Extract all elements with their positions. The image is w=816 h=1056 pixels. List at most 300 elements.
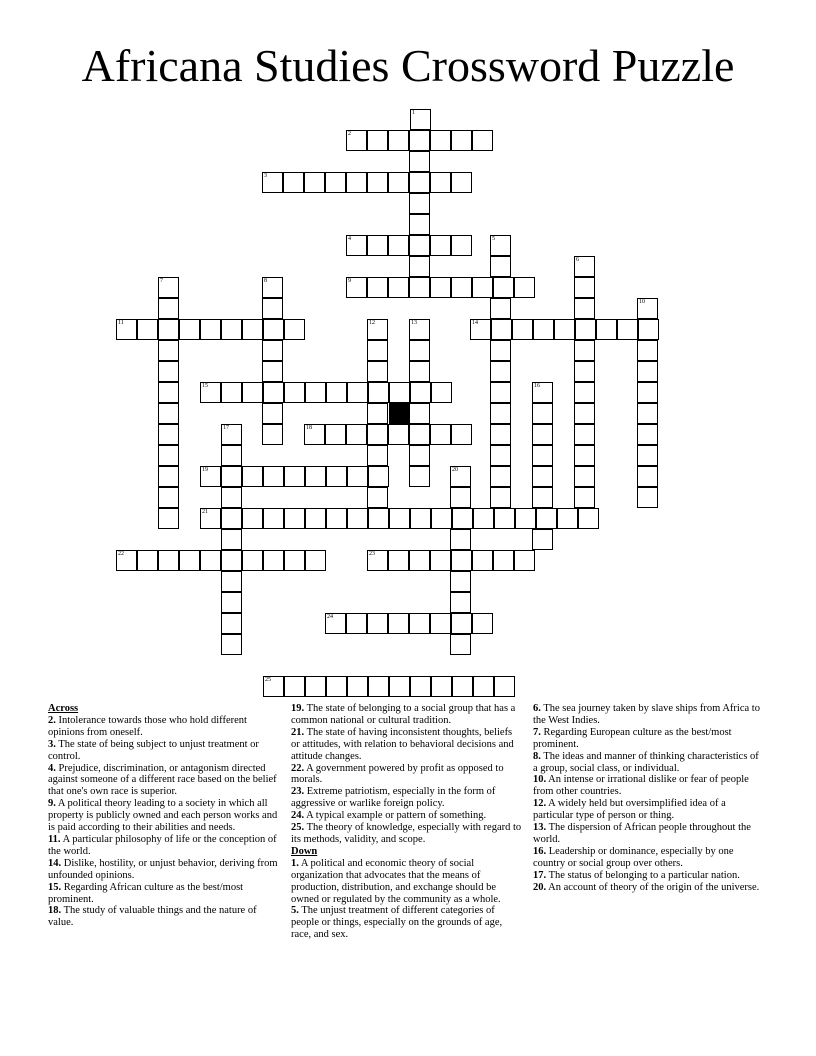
grid-cell[interactable] — [472, 550, 493, 571]
grid-cell[interactable] — [284, 382, 305, 403]
clue-item-number: 25. — [291, 822, 305, 834]
clue-number: 19 — [202, 467, 208, 473]
clue-number: 9 — [348, 278, 351, 284]
clue-item — [291, 703, 523, 727]
grid-cell[interactable] — [158, 340, 179, 361]
grid-cell[interactable] — [409, 403, 430, 424]
clue-item-text: The state of being subject to unjust treatment or control. — [48, 738, 259, 762]
clue-item — [48, 858, 280, 882]
clue-number: 20 — [452, 467, 458, 473]
grid-cell[interactable] — [494, 676, 515, 697]
clue-item-text: A particular philosophy of life or the conception of the world. — [48, 833, 277, 857]
clue-item-text: The ideas and manner of thinking characteristics of a group, social class, or individual. — [533, 750, 759, 774]
clue-item — [533, 727, 765, 751]
grid-cell[interactable] — [574, 424, 595, 445]
clue-item-number: 23. — [291, 786, 305, 798]
grid-cell[interactable] — [637, 403, 658, 424]
grid-cell[interactable] — [637, 361, 658, 382]
grid-cell[interactable] — [490, 445, 511, 466]
grid-cell[interactable] — [325, 424, 346, 445]
clue-item — [291, 727, 523, 763]
clue-number: 25 — [265, 677, 271, 683]
grid-cell[interactable] — [452, 508, 473, 529]
grid-cell[interactable] — [262, 361, 283, 382]
grid-cell[interactable] — [452, 676, 473, 697]
clue-number: 10 — [639, 299, 645, 305]
clue-number: 21 — [202, 509, 208, 515]
grid-cell[interactable] — [574, 487, 595, 508]
grid-cell[interactable] — [367, 403, 388, 424]
grid-cell[interactable] — [515, 508, 536, 529]
clue-number: 5 — [492, 236, 495, 242]
clue-item — [533, 798, 765, 822]
grid-cell[interactable] — [305, 508, 326, 529]
clue-item-number: 22. — [291, 762, 305, 774]
grid-cell[interactable] — [158, 403, 179, 424]
grid-cell[interactable] — [490, 256, 511, 277]
clue-item — [48, 798, 280, 834]
grid-cell[interactable] — [409, 235, 430, 256]
grid-cell[interactable] — [410, 676, 431, 697]
grid-cell[interactable] — [200, 550, 221, 571]
clue-number: 15 — [202, 383, 208, 389]
grid-cell[interactable] — [388, 277, 409, 298]
grid-cell[interactable] — [514, 277, 535, 298]
clue-number: 22 — [118, 551, 124, 557]
grid-cell[interactable] — [490, 382, 511, 403]
grid-cell[interactable] — [388, 613, 409, 634]
grid-cell[interactable] — [409, 130, 430, 151]
grid-cell[interactable] — [221, 382, 242, 403]
grid-cell[interactable] — [304, 172, 325, 193]
grid-cell[interactable] — [472, 613, 493, 634]
grid-cell[interactable] — [637, 466, 658, 487]
clue-item-number: 7. — [533, 726, 541, 738]
clue-item-number: 21. — [291, 726, 305, 738]
clue-item-number: 14. — [48, 857, 62, 869]
clue-item — [291, 810, 523, 822]
grid-cell[interactable] — [451, 613, 472, 634]
grid-cell[interactable] — [574, 298, 595, 319]
clue-item-number: 24. — [291, 810, 305, 822]
grid-cell[interactable] — [451, 235, 472, 256]
clue-item — [48, 834, 280, 858]
grid-cell[interactable] — [574, 382, 595, 403]
grid-cell[interactable] — [574, 403, 595, 424]
grid-cell[interactable] — [242, 319, 263, 340]
clue-item-number: 9. — [48, 798, 56, 810]
grid-cell[interactable] — [367, 613, 388, 634]
clue-item-number: 18. — [48, 905, 62, 917]
grid-cell[interactable] — [263, 508, 284, 529]
grid-cell[interactable] — [490, 424, 511, 445]
grid-cell[interactable] — [596, 319, 617, 340]
clue-item-text: Intolerance towards those who hold different opinions from oneself. — [48, 714, 247, 738]
grid-cell[interactable] — [158, 424, 179, 445]
grid-cell[interactable] — [430, 277, 451, 298]
grid-cell[interactable] — [532, 466, 553, 487]
clue-item — [291, 786, 523, 810]
grid-cell[interactable] — [574, 277, 595, 298]
grid-cell[interactable] — [346, 172, 367, 193]
clue-item-text: A political theory leading to a society in which all property is publicly owned and each person works and is paid according to their abilities and needs. — [48, 798, 278, 834]
grid-cell[interactable] — [263, 466, 284, 487]
grid-cell[interactable] — [284, 676, 305, 697]
grid-cell[interactable] — [158, 550, 179, 571]
clue-item — [533, 882, 765, 894]
grid-cell[interactable] — [490, 340, 511, 361]
clue-item-number: 3. — [48, 738, 56, 750]
clue-item-text: Leadership or dominance, especially by one country or social group over others. — [533, 845, 734, 869]
grid-cell[interactable] — [574, 340, 595, 361]
grid-cell[interactable] — [325, 172, 346, 193]
grid-cell[interactable] — [221, 550, 242, 571]
grid-cell[interactable] — [431, 676, 452, 697]
clue-item-text: The state of having inconsistent thoughts, beliefs or attitudes, with relation to behavioral decisions and attitude changes. — [291, 726, 514, 762]
grid-cell[interactable] — [451, 550, 472, 571]
clue-item-text: The state of belonging to a social group that has a common national or cultural tradition. — [291, 703, 516, 726]
clue-number: 6 — [576, 257, 579, 263]
grid-cell[interactable] — [617, 319, 638, 340]
clue-item — [48, 739, 280, 763]
clues-column-3 — [533, 703, 765, 894]
grid-cell[interactable] — [409, 550, 430, 571]
grid-cell[interactable] — [450, 592, 471, 613]
clue-item-text: Regarding European culture as the best/most prominent. — [533, 726, 732, 750]
grid-cell[interactable] — [158, 319, 179, 340]
clue-item-number: 2. — [48, 714, 56, 726]
grid-cell[interactable] — [430, 172, 451, 193]
grid-cell[interactable] — [409, 172, 430, 193]
clue-number: 18 — [306, 425, 312, 431]
grid-cell[interactable] — [158, 445, 179, 466]
grid-cell[interactable] — [263, 382, 284, 403]
grid-cell[interactable] — [305, 466, 326, 487]
grid-cell[interactable] — [494, 508, 515, 529]
grid-cell[interactable] — [158, 298, 179, 319]
grid-cell[interactable] — [242, 382, 263, 403]
clue-item-number: 19. — [291, 703, 305, 714]
clues-column-1 — [48, 703, 280, 929]
grid-cell[interactable] — [514, 550, 535, 571]
grid-cell[interactable] — [242, 508, 263, 529]
grid-cell[interactable] — [409, 613, 430, 634]
grid-cell[interactable] — [221, 571, 242, 592]
grid-cell[interactable] — [472, 130, 493, 151]
grid-cell[interactable] — [346, 613, 367, 634]
grid-cell[interactable] — [367, 130, 388, 151]
clue-number: 23 — [369, 551, 375, 557]
grid-cell[interactable] — [451, 424, 472, 445]
clue-item-text: The theory of knowledge, especially with regard to its methods, validity, and scope. — [291, 822, 522, 845]
clue-item-number: 15. — [48, 881, 62, 893]
grid-cell[interactable] — [575, 319, 596, 340]
grid-cell[interactable] — [284, 508, 305, 529]
grid-cell[interactable] — [409, 466, 430, 487]
grid-cell[interactable] — [430, 550, 451, 571]
grid-cell[interactable] — [179, 550, 200, 571]
grid-cell[interactable] — [490, 361, 511, 382]
clue-item-number: 5. — [291, 905, 299, 917]
grid-cell[interactable] — [490, 298, 511, 319]
grid-cell[interactable] — [637, 340, 658, 361]
clue-number: 12 — [369, 320, 375, 326]
grid-cell[interactable] — [574, 445, 595, 466]
grid-cell[interactable] — [574, 466, 595, 487]
clue-item-text: A typical example or pattern of something. — [306, 810, 487, 822]
clue-item-text: Dislike, hostility, or unjust behavior, deriving from unfounded opinions. — [48, 857, 278, 881]
grid-cell[interactable] — [284, 466, 305, 487]
clue-item-text: A political and economic theory of social organization that advocates that the means of production, distribution, and exchange should be owned or regulated by the community as a whole. — [291, 857, 501, 905]
grid-cell[interactable] — [490, 487, 511, 508]
grid-cell[interactable] — [221, 319, 242, 340]
grid-cell[interactable] — [367, 277, 388, 298]
blocked-cell — [389, 403, 410, 424]
grid-cell[interactable] — [430, 613, 451, 634]
grid-cell[interactable] — [388, 550, 409, 571]
clue-item-text: The dispersion of African people throughout the world. — [533, 822, 751, 845]
grid-cell[interactable] — [388, 130, 409, 151]
grid-cell[interactable] — [367, 487, 388, 508]
clue-number: 14 — [472, 320, 478, 326]
grid-cell[interactable] — [367, 340, 388, 361]
grid-cell[interactable] — [346, 424, 367, 445]
grid-cell[interactable] — [637, 445, 658, 466]
grid-cell[interactable] — [450, 487, 471, 508]
grid-cell[interactable] — [347, 676, 368, 697]
grid-cell[interactable] — [410, 382, 431, 403]
clue-item-number: 20. — [533, 881, 547, 893]
clue-item — [291, 905, 523, 941]
clue-item-number: 4. — [48, 762, 56, 774]
grid-cell[interactable] — [284, 319, 305, 340]
grid-cell[interactable] — [283, 172, 304, 193]
grid-cell[interactable] — [158, 361, 179, 382]
clue-item — [533, 870, 765, 882]
grid-cell[interactable] — [451, 172, 472, 193]
grid-cell[interactable] — [490, 403, 511, 424]
grid-cell[interactable] — [409, 151, 430, 172]
grid-cell[interactable] — [490, 466, 511, 487]
grid-cell[interactable] — [367, 445, 388, 466]
grid-cell[interactable] — [368, 382, 389, 403]
grid-cell[interactable] — [430, 235, 451, 256]
grid-cell[interactable] — [473, 508, 494, 529]
grid-cell[interactable] — [221, 529, 242, 550]
grid-cell[interactable] — [326, 676, 347, 697]
across-header: Across — [48, 703, 79, 714]
clue-item-text: The sea journey taken by slave ships from Africa to the West Indies. — [533, 703, 760, 726]
grid-cell[interactable] — [347, 382, 368, 403]
grid-cell[interactable] — [242, 466, 263, 487]
grid-cell[interactable] — [221, 592, 242, 613]
clue-item — [291, 822, 523, 846]
clue-item-number: 10. — [533, 774, 547, 786]
clue-item-number: 1. — [291, 857, 299, 869]
grid-cell[interactable] — [388, 424, 409, 445]
grid-cell[interactable] — [450, 571, 471, 592]
grid-cell[interactable] — [368, 676, 389, 697]
clue-item-text: Prejudice, discrimination, or antagonism directed against someone of a different race based on the belief that one's own race is superior. — [48, 762, 277, 798]
clue-number: 17 — [223, 425, 229, 431]
grid-cell[interactable] — [389, 508, 410, 529]
grid-cell[interactable] — [491, 319, 512, 340]
grid-cell[interactable] — [493, 550, 514, 571]
grid-cell[interactable] — [533, 319, 554, 340]
grid-cell[interactable] — [367, 424, 388, 445]
clue-number: 7 — [160, 278, 163, 284]
grid-cell[interactable] — [262, 340, 283, 361]
grid-cell[interactable] — [409, 445, 430, 466]
grid-cell[interactable] — [532, 403, 553, 424]
grid-cell[interactable] — [347, 508, 368, 529]
clue-item — [291, 763, 523, 787]
clue-item — [48, 905, 280, 929]
grid-cell[interactable] — [554, 319, 575, 340]
grid-cell[interactable] — [532, 445, 553, 466]
grid-cell[interactable] — [451, 277, 472, 298]
clue-item-text: The unjust treatment of different categories of people or things, especially on the grounds of age, race, and sex. — [291, 905, 503, 941]
clue-number: 11 — [118, 320, 124, 326]
grid-cell[interactable] — [578, 508, 599, 529]
grid-cell[interactable] — [409, 340, 430, 361]
clue-item-number: 17. — [533, 869, 547, 881]
grid-cell[interactable] — [368, 508, 389, 529]
grid-cell[interactable] — [158, 382, 179, 403]
grid-cell[interactable] — [367, 235, 388, 256]
clue-item — [533, 774, 765, 798]
clue-item — [48, 882, 280, 906]
grid-cell[interactable] — [557, 508, 578, 529]
grid-cell[interactable] — [430, 130, 451, 151]
grid-cell[interactable] — [262, 403, 283, 424]
grid-cell[interactable] — [284, 550, 305, 571]
clue-item-text: An intense or irrational dislike or fear of people from other countries. — [533, 774, 749, 798]
clue-number: 8 — [264, 278, 267, 284]
grid-cell[interactable] — [389, 382, 410, 403]
page-title: Africana Studies Crossword Puzzle — [81, 40, 735, 91]
grid-cell[interactable] — [512, 319, 533, 340]
grid-cell[interactable] — [493, 277, 514, 298]
grid-cell[interactable] — [262, 424, 283, 445]
grid-cell[interactable] — [179, 319, 200, 340]
down-header: Down — [291, 845, 318, 857]
grid-cell[interactable] — [347, 466, 368, 487]
grid-cell[interactable] — [638, 319, 659, 340]
clue-item-number: 13. — [533, 822, 547, 834]
grid-cell[interactable] — [221, 487, 242, 508]
grid-cell[interactable] — [409, 214, 430, 235]
grid-cell[interactable] — [158, 466, 179, 487]
grid-cell[interactable] — [221, 634, 242, 655]
clue-item-number: 11. — [48, 833, 61, 845]
grid-cell[interactable] — [430, 424, 451, 445]
clue-number: 1 — [412, 110, 415, 116]
grid-cell[interactable] — [451, 130, 472, 151]
grid-cell[interactable] — [262, 298, 283, 319]
clue-item-number: 6. — [533, 703, 541, 714]
grid-cell[interactable] — [137, 550, 158, 571]
grid-cell[interactable] — [388, 235, 409, 256]
grid-cell[interactable] — [409, 193, 430, 214]
grid-cell[interactable] — [158, 487, 179, 508]
clue-item-number: 8. — [533, 750, 541, 762]
grid-cell[interactable] — [305, 382, 326, 403]
grid-cell[interactable] — [450, 529, 471, 550]
grid-cell[interactable] — [221, 445, 242, 466]
grid-cell[interactable] — [326, 466, 347, 487]
grid-cell[interactable] — [326, 508, 347, 529]
clue-number: 16 — [534, 383, 540, 389]
clue-item-text: Extreme patriotism, especially in the form of aggressive or warlike foreign policy. — [291, 786, 496, 810]
grid-cell[interactable] — [637, 487, 658, 508]
grid-cell[interactable] — [574, 361, 595, 382]
grid-cell[interactable] — [409, 256, 430, 277]
grid-cell[interactable] — [305, 550, 326, 571]
grid-cell[interactable] — [158, 508, 179, 529]
clue-item — [291, 858, 523, 906]
grid-cell[interactable] — [388, 172, 409, 193]
clue-item-text: A widely held but oversimplified idea of a particular type of person or thing. — [533, 798, 726, 822]
grid-cell[interactable] — [450, 634, 471, 655]
grid-cell[interactable] — [410, 508, 431, 529]
grid-cell[interactable] — [368, 466, 389, 487]
clue-item — [533, 751, 765, 775]
grid-cell[interactable] — [637, 382, 658, 403]
grid-cell[interactable] — [389, 676, 410, 697]
clues-column-2 — [291, 703, 523, 941]
grid-cell[interactable] — [431, 508, 452, 529]
grid-cell[interactable] — [137, 319, 158, 340]
clue-number: 4 — [348, 236, 351, 242]
grid-cell[interactable] — [326, 382, 347, 403]
grid-cell[interactable] — [472, 277, 493, 298]
clue-item-text: A government powered by profit as opposed to morals. — [291, 762, 504, 786]
clue-item-text: An account of theory of the origin of the universe. — [548, 881, 760, 893]
grid-cell[interactable] — [221, 466, 242, 487]
grid-cell[interactable] — [305, 676, 326, 697]
grid-cell[interactable] — [532, 424, 553, 445]
clue-item-text: Regarding African culture as the best/most prominent. — [48, 881, 244, 905]
clue-item-number: 12. — [533, 798, 547, 810]
grid-cell[interactable] — [242, 550, 263, 571]
grid-cell[interactable] — [409, 277, 430, 298]
clue-item — [533, 846, 765, 870]
grid-cell[interactable] — [263, 319, 284, 340]
grid-cell[interactable] — [200, 319, 221, 340]
grid-cell[interactable] — [532, 529, 553, 550]
grid-cell[interactable] — [473, 676, 494, 697]
grid-cell[interactable] — [409, 424, 430, 445]
grid-cell[interactable] — [221, 508, 242, 529]
clue-number: 3 — [264, 173, 267, 179]
clue-number: 24 — [327, 614, 333, 620]
grid-cell[interactable] — [532, 487, 553, 508]
grid-cell[interactable] — [409, 361, 430, 382]
grid-cell[interactable] — [431, 382, 452, 403]
grid-cell[interactable] — [637, 424, 658, 445]
grid-cell[interactable] — [367, 361, 388, 382]
clue-number: 2 — [348, 131, 351, 137]
clue-item — [533, 822, 765, 846]
clue-item-number: 16. — [533, 845, 547, 857]
clue-item-text: The study of valuable things and the nature of value. — [48, 905, 257, 929]
clue-item — [533, 703, 765, 727]
grid-cell[interactable] — [536, 508, 557, 529]
grid-cell[interactable] — [221, 613, 242, 634]
grid-cell[interactable] — [367, 172, 388, 193]
grid-cell[interactable] — [263, 550, 284, 571]
